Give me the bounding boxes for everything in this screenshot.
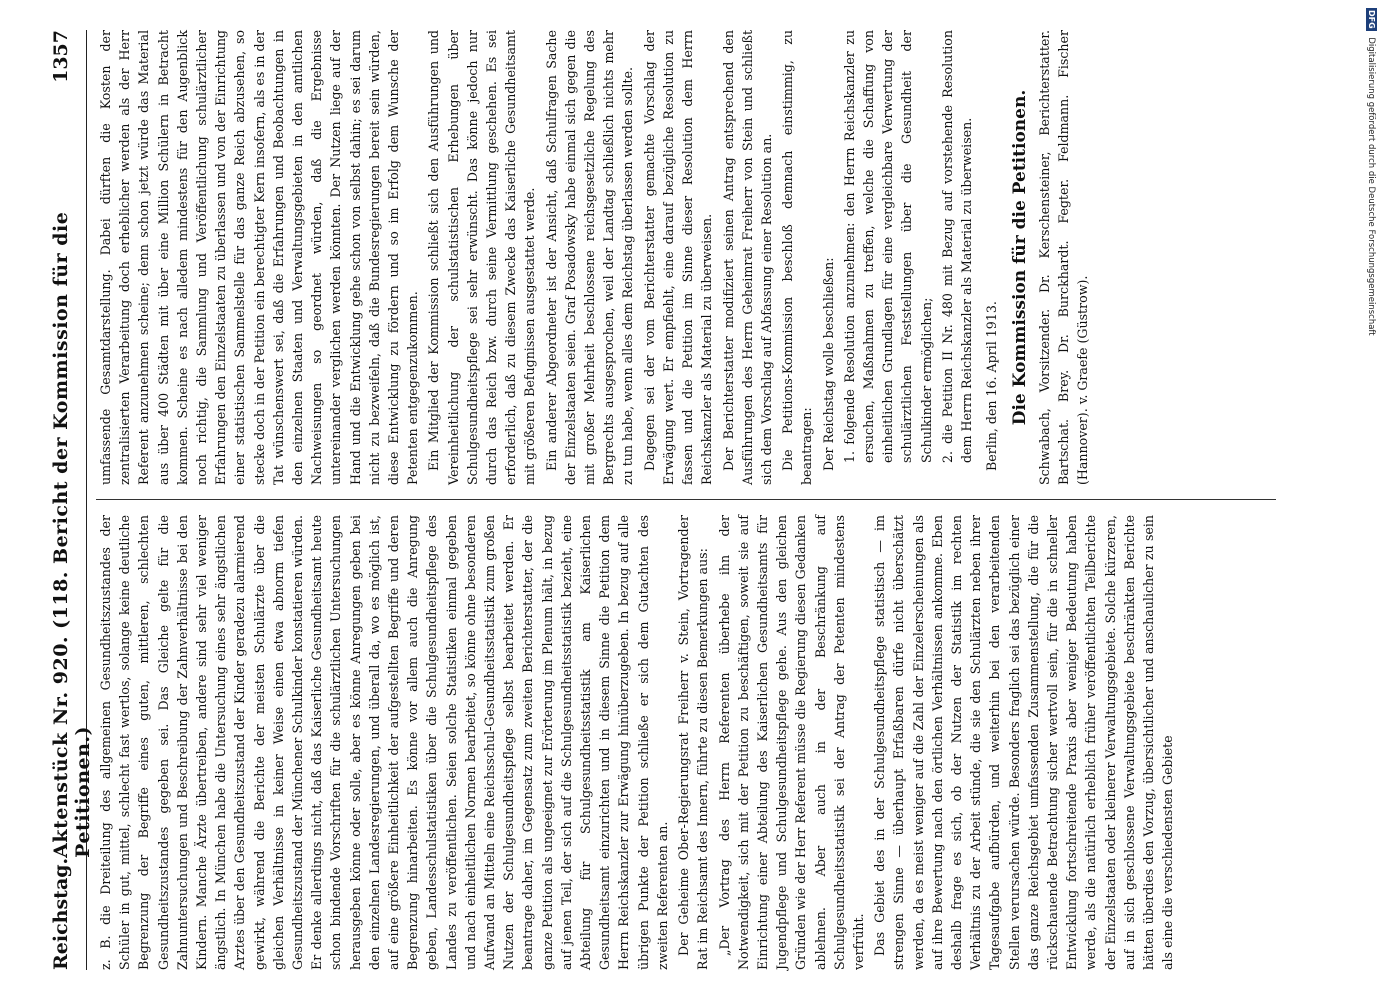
signature-title: Die Kommission für die Petitionen. bbox=[1010, 89, 1031, 426]
signatures: Schwabach, Vorsitzender. Dr. Kerschensteiner, Berichterstatter. Bartschat. Brey. Dr. Burckhardt. Fegter. Feldmann. Fischer (Hannover). v. Graefe (Güstrow). bbox=[1036, 30, 1090, 485]
paragraph: „Der Vortrag des Herrn Referenten überhebe ihn der Notwendigkeit, sich mit der Petition zu beschäftigen, soweit sie auf Einrichtung einer Abteilung des Kaiserlichen Gesundheitsamts für Jugendpflege und Schulgesundheitspflege gehe. Aus den gleichen Gründen wie der Herr Referent müsse die Regierung diesen Gedanken ablehnen. Aber auch in der Beschränkung auf Schulgesundheitsstatistik sei der Antrag der Petenten mindestens verfrüht. bbox=[716, 515, 866, 970]
paragraph: umfassende Gesamtdarstellung. Dabei dürften die Kosten der zentralisierten Verarbeitung doch erheblicher werden als der Herr Referent anzunehmen scheine; denn schon jetzt würde das Material aus über 400 Städten mit über eine Million Schülern in Betracht kommen. Scheine es nach alledem mindestens für den Augenblick noch richtig, die Sammlung und Veröffentlichung schulärztlicher Erfahrungen den Einzelstaaten zu überlassen und von der Einrichtung einer statistischen Sammelstelle für das ganze Reich abzusehen, so stecke doch in der Petition ein berechtigter Kern insofern, als es in der Tat wünschenswert sei, daß die Erfahrungen und Beobachtungen in den einzelnen Staaten und Verwaltungsgebieten in den amtlichen Nachweisungen so geordnet würden, daß die Ergebnisse untereinander verglichen werden könnten. Der Nutzen liege auf der Hand und die Entwicklung gehe schon von selbst dahin; es sei darum nicht zu bezweifeln, daß die Bundesregierungen bereit sein würden, diese Entwicklung zu fördern und so im Erfolg dem Wunsche der Petenten entgegenzukommen. bbox=[98, 30, 421, 485]
document-page bbox=[50, 30, 1350, 970]
header-left: Reichstag. bbox=[50, 857, 72, 970]
resolution-list bbox=[840, 30, 976, 463]
list-item: 1. folgende Resolution anzunehmen: den Herrn Reichskanzler zu ersuchen, Maßnahmen zu treffen, welche die Schaffung von einheitlichen Grundlagen für eine vergleichbare Verwertung der schulärztlichen Feststellungen über die Gesundheit der Schulkinder ermöglichen; bbox=[841, 30, 934, 463]
left-column bbox=[96, 515, 1179, 970]
rotated-content bbox=[50, 30, 1350, 970]
dfg-logo: DFG bbox=[1367, 10, 1376, 29]
right-column bbox=[96, 30, 1094, 485]
digitization-text: Digitalisierung gefördert durch die Deutsche Forschungsgemeinschaft bbox=[1366, 37, 1376, 336]
paragraph: Ein anderer Abgeordneter ist der Ansicht, daß Schulfragen Sache der Einzelstaaten seien. Graf Posadowsky habe einmal sich gegen die mit großer Mehrheit beschlossene reichsgesetzliche Regelung des Bergrechts ausgesprochen, weil der Landtag schließlich nichts mehr zu tun habe, wenn alles dem Reichstag überlassen werden sollte. bbox=[543, 30, 636, 485]
digitization-note bbox=[1366, 8, 1377, 336]
paragraph: Der Reichstag wolle beschließen: bbox=[820, 257, 836, 471]
paragraph: Dagegen sei der vom Berichterstatter gemachte Vorschlag der Erwägung wert. Er empfiehlt, eine darauf bezügliche Resolution zu fassen und die Petition im Sinne dieser Resolution dem Herrn Reichskanzler als Material zu überweisen. bbox=[641, 30, 715, 485]
date-line: Berlin, den 16. April 1913. bbox=[984, 301, 1000, 471]
paragraph: Das Gebiet des in der Schulgesundheitspflege statistisch — im strengen Sinne — überhaupt Erfaßbaren dürfe nicht überschätzt werden, da es meist weniger auf die Zahl der Einzelerscheinungen als auf ihre Bewertung nach den örtlichen Verhältnissen ankomme. Eben deshalb frage es sich, ob der Nutzen der Statistik im rechten Verhältnis zu der Arbeit stünde, die sie den Schulärzten neben ihrer Tagesaufgabe aufbürden, und weiterhin bei den verarbeitenden Stellen verursachen würde. Besonders fraglich sei das bezüglich einer das ganze Reichsgebiet umfassenden Zusammenstellung, die für die rückschauende Betrachtung sicher wertvoll sein, für die in schneller Entwicklung fortschreitende Praxis aber weniger Bedeutung haben werde, als die natürlich erheblich früher veröffentlichten Teilberichte der Einzelstaaten oder kleinerer Verwaltungsgebiete. Solche kürzeren, auf in sich geschlossene Verwaltungsgebiete beschränkten Berichte hätten überdies den Vorzug, übersichtlicher und anschaulicher zu sein als eine die verschiedensten Gebiete bbox=[872, 515, 1176, 970]
column-divider bbox=[96, 499, 1276, 500]
paragraph: Die Petitions-Kommission beschloß demnach einstimmig, zu beantragen: bbox=[780, 30, 815, 485]
page-header bbox=[50, 30, 94, 970]
header-title: Aktenstück Nr. 920. (118. Bericht der Kommission für die Petitionen.) bbox=[50, 211, 94, 858]
list-item: 2. die Petition II Nr. 480 mit Bezug auf vorstehende Resolution dem Herrn Reichskanzler als Material zu überweisen. bbox=[939, 30, 974, 463]
page-number: 1357 bbox=[50, 30, 72, 83]
paragraph: Der Geheime Ober-Regierungsrat Freiherr v. Stein, Vortragender Rat im Reichsamt des Innern, führte zu diesen Bemerkungen aus: bbox=[676, 515, 711, 970]
paragraph: Der Berichterstatter modifiziert seinen Antrag entsprechend den Ausführungen des Herrn Geheimrat Freiherr von Stein und schließt sich dem Vorschlag auf Abfassung einer Resolution an. bbox=[720, 30, 774, 485]
paragraph: z. B. die Dreiteilung des allgemeinen Gesundheitszustandes der Schüler in gut, mittel, schlecht fast wertlos, solange keine deutliche Begrenzung der Begriffe eines guten, mittleren, schlechten Gesundheitszustandes gegeben sei. Das Gleiche gelte für die Zahnuntersuchungen und Beschreibung der Zahnverhältnisse bei den Kindern. Manche Ärzte übertreiben, andere sind sehr viel weniger ängstlich. In München habe die Untersuchung eines sehr ängstlichen Arztes über den Gesundheitszustand der Kinder geradezu alarmierend gewirkt, während die Berichte der meisten Schulärzte über die gleichen Verhältnisse in keiner Weise einen etwa abnorm tiefen Gesundheitszustand der Münchener Schulkinder konstatieren würden. Er denke allerdings nicht, daß das Kaiserliche Gesundheitsamt heute schon bindende Vorschriften für die schulärztlichen Untersuchungen herausgeben könne oder solle, aber es könne Anregungen geben bei den einzelnen Landesregierungen, und überall da, wo es möglich ist, auf eine größere Einheitlichkeit der aufgestellten Begriffe und deren Begrenzung hinarbeiten. Es könne vor allem auch die Anregung geben, Landesschulstatistiken über die Schulgesundheitspflege des Landes zu veröffentlichen. Seien solche Statistiken einmal gegeben und nach einheitlichen Normen bearbeitet, so könne ohne besonderen Aufwand an Mitteln eine Reichsschul-Gesundheitsstatistik zum großen Nutzen der Schulgesundheitspflege selbst bearbeitet werden. Er beantrage daher, im Gegensatz zum zweiten Berichterstatter, der die ganze Petition als ungeeignet zur Erörterung im Plenum hält, in bezug auf jenen Teil, der sich auf die Schulgesundheitsstatistik bezieht, eine Abteilung für Schulgesundheitsstatistik am Kaiserlichen Gesundheitsamt einzurichten und in diesem Sinne die Petition dem Herrn Reichskanzler zur Erwägung hinüberzugeben. In bezug auf alle übrigen Punkte der Petition schließe er sich dem Gutachten des zweiten Referenten an. bbox=[98, 515, 670, 970]
paragraph: Ein Mitglied der Kommission schließt sich den Ausführungen und Vereinheitlichung der schulstatistischen Erhebungen über Schulgesundheitspflege sei sehr erwünscht. Das könne jedoch nur durch das Reich bzw. durch seine Vermittlung geschehen. Es sei erforderlich, daß zu diesem Zwecke das Kaiserliche Gesundheitsamt mit größeren Befugnissen ausgestattet werde. bbox=[426, 30, 538, 485]
